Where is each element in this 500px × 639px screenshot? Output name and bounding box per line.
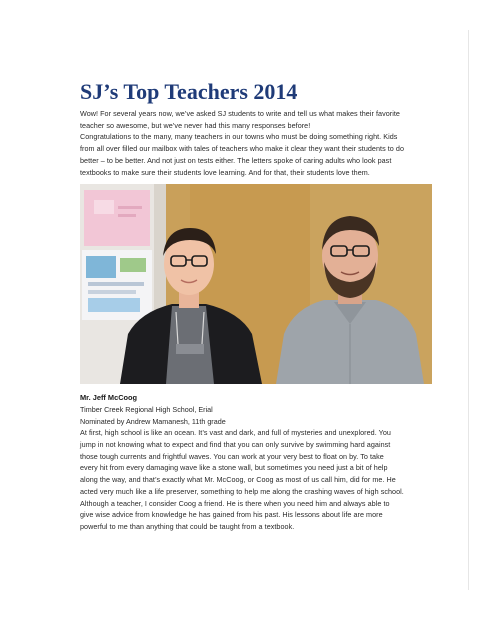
intro-line: better – to be better. And not just on tests either. The letters spoke of caring adults who look past: [80, 155, 392, 165]
teacher-name: Mr. Jeff McCoog: [80, 393, 138, 403]
teacher-student-photo: [80, 184, 432, 384]
intro-line: textbooks to make sure their students love learning. And for that, their students love them.: [80, 167, 370, 177]
intro-line: Congratulations to the many, many teachers in our towns who must be doing something right. Kids: [80, 132, 398, 142]
intro-line: teacher so awesome, but we’ve never had this many responses before!: [80, 120, 311, 130]
intro-line: from all over filled our mailbox with tales of teachers who make it clear they want their students to do: [80, 144, 404, 154]
body-line: those tough currents and frightful waves. You can work at your very best to float on by. To take: [80, 451, 384, 461]
body-line: every hit from every damaging wave like a stone wall, but sometimes you need just a bit of help: [80, 463, 388, 473]
article-title: SJ’s Top Teachers 2014: [80, 79, 298, 104]
teacher-school: Timber Creek Regional High School, Erial: [80, 404, 213, 414]
body-line: jump in not knowing what to expect and find that you can only survive by swimming hard against: [80, 440, 391, 450]
article-intro: [80, 108, 432, 178]
article: [80, 80, 432, 533]
body-line: At first, high school is like an ocean. It’s vast and dark, and full of mysteries and unexplored. You: [80, 428, 391, 438]
teacher-caption: [80, 392, 432, 427]
nominator: Nominated by Andrew Mamanesh, 11th grade: [80, 416, 226, 426]
intro-paragraph-1: [80, 108, 432, 131]
body-line: acted very much like a life preserver, something to help me along the crashing waves of high school.: [80, 486, 404, 496]
nomination-paragraph: [80, 427, 432, 532]
nomination-letter: [80, 427, 432, 532]
intro-paragraph-2: [80, 131, 432, 178]
body-line: Although a teacher, I consider Coog a friend. He is there when you need him and always able to: [80, 498, 390, 508]
body-line: along the way, and that’s exactly what Mr. McCoog, or Coog as most of us call him, did for me. He: [80, 475, 396, 485]
intro-line: Wow! For several years now, we’ve asked SJ students to write and tell us what makes their favorite: [80, 109, 400, 118]
page-edge: [468, 30, 469, 590]
body-line: give wise advice from knowledge he has gained from his past. His lessons about life are more: [80, 510, 383, 520]
body-line: powerful to me than anything that could be taught from a textbook.: [80, 521, 295, 531]
